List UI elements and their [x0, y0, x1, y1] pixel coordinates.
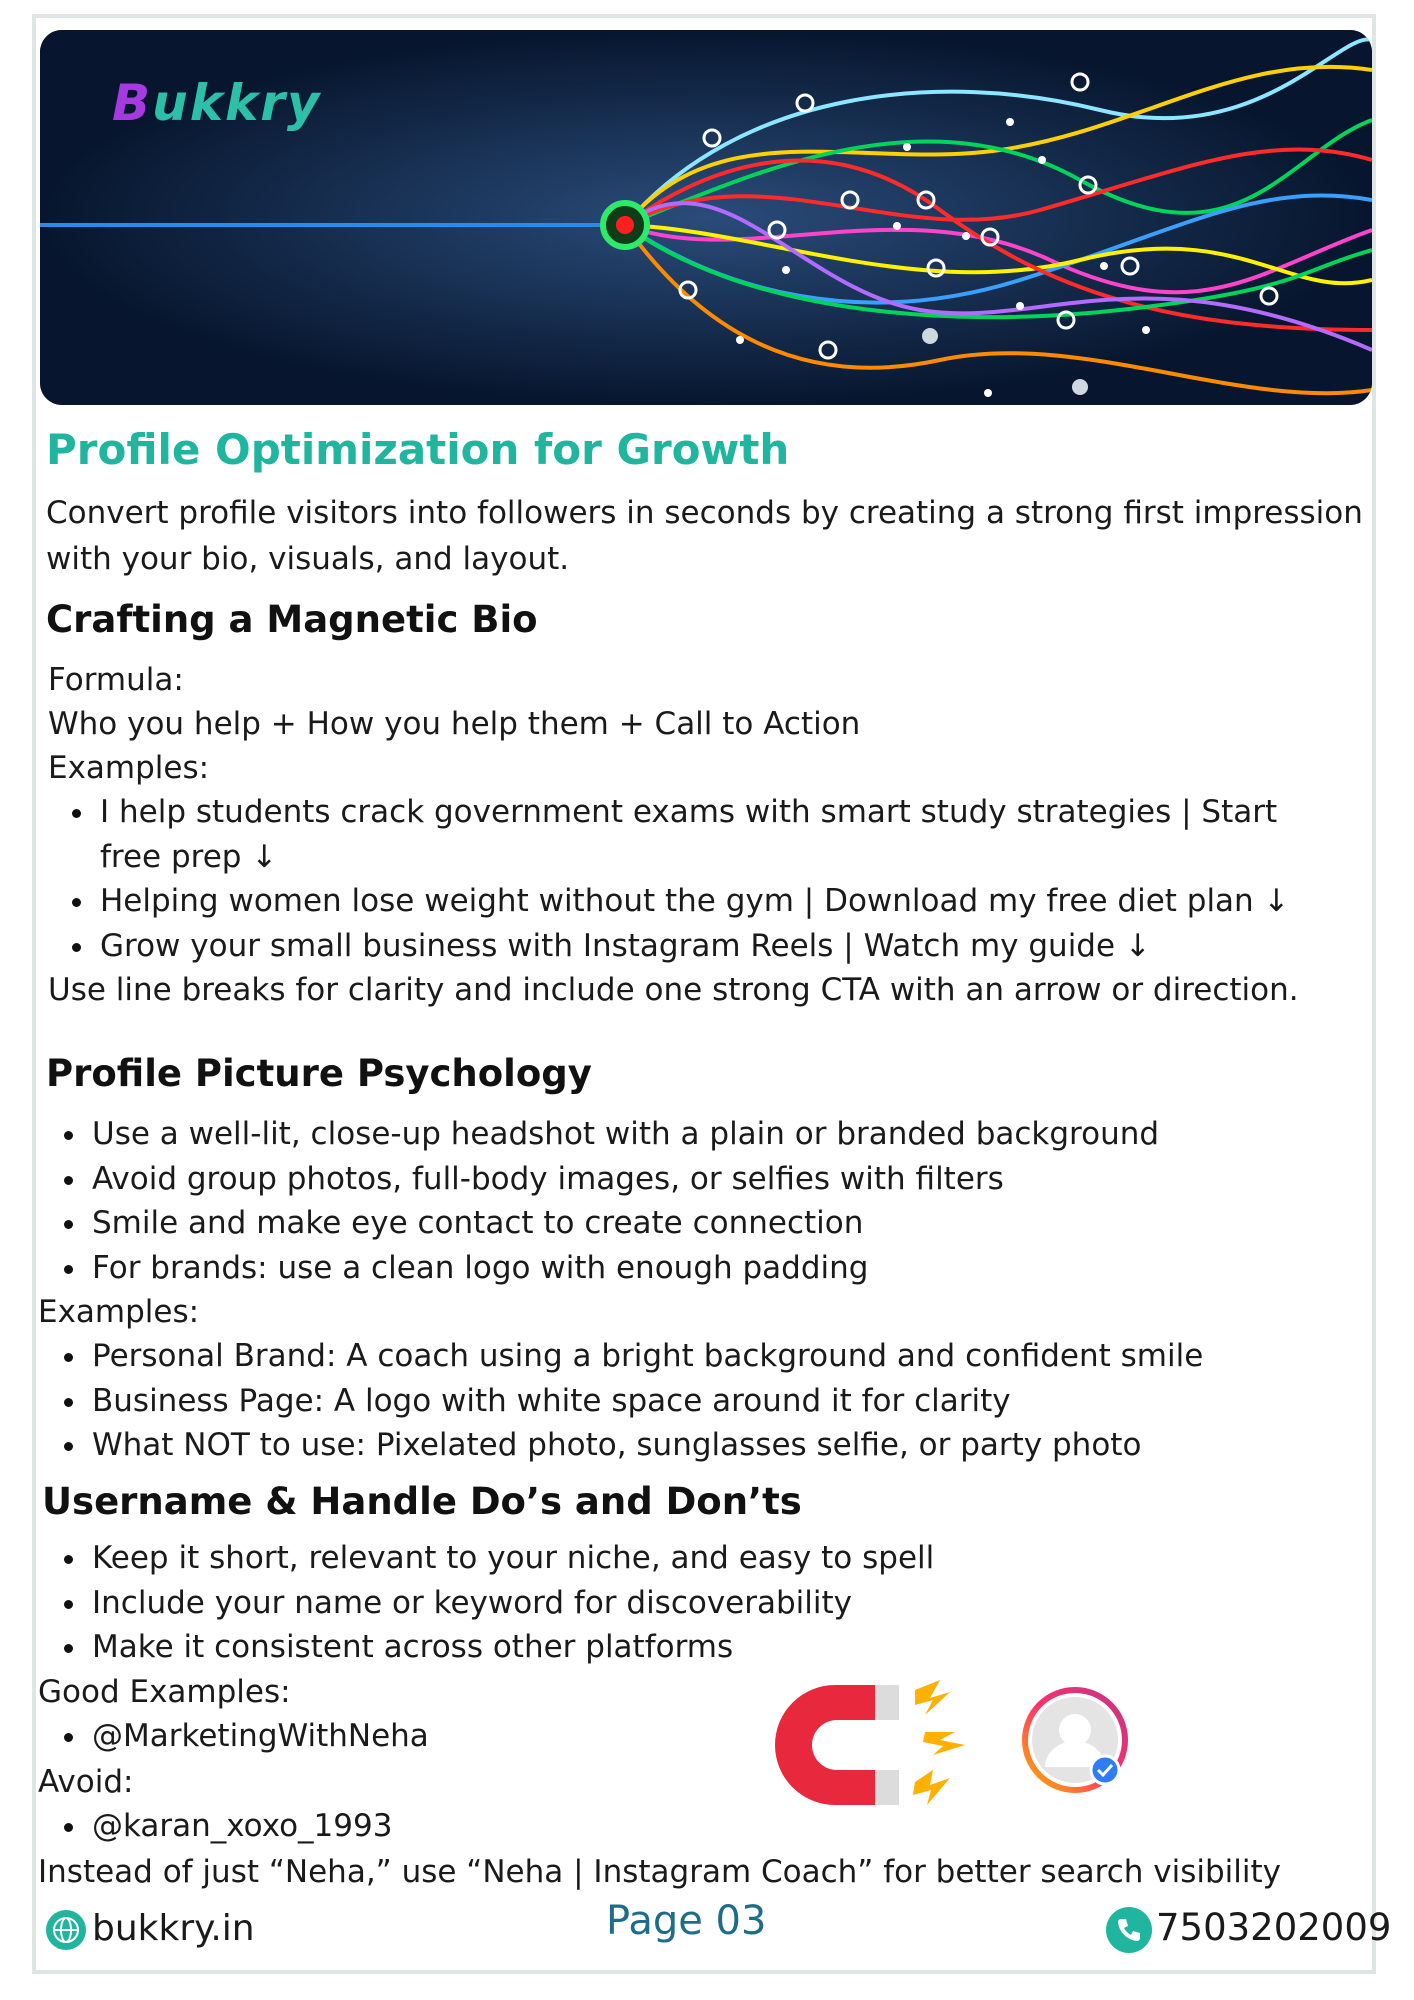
good-examples-label: Good Examples:: [38, 1674, 291, 1710]
list-item: Smile and make eye contact to create connection: [58, 1201, 1159, 1246]
globe-icon: [46, 1910, 86, 1950]
bio-heading: Crafting a Magnetic Bio: [46, 598, 538, 641]
bio-tip: Use line breaks for clarity and include one strong CTA with an arrow or direction.: [48, 972, 1299, 1008]
avoid-label: Avoid:: [38, 1764, 134, 1800]
list-item: Helping women lose weight without the gym | Download my free diet plan ↓: [66, 879, 1356, 924]
good-examples-list: [58, 1714, 429, 1759]
footer-phone[interactable]: [1106, 1906, 1391, 1953]
list-item: Avoid group photos, full-body images, or selfies with filters: [58, 1157, 1159, 1202]
list-item: I help students crack government exams with smart study strategies | Start free prep ↓: [66, 790, 1356, 879]
bio-examples-label: Examples:: [48, 750, 210, 786]
list-item: Personal Brand: A coach using a bright background and confident smile: [58, 1334, 1203, 1379]
username-heading: Username & Handle Do’s and Don’ts: [42, 1480, 802, 1523]
list-item: Use a well-lit, close-up headshot with a plain or branded background: [58, 1112, 1159, 1157]
profile-avatar-icon: [1020, 1685, 1130, 1795]
list-item: Keep it short, relevant to your niche, and easy to spell: [58, 1536, 934, 1581]
list-item: @MarketingWithNeha: [58, 1714, 429, 1759]
footer-website[interactable]: [46, 1908, 255, 1950]
list-item: Include your name or keyword for discoverability: [58, 1581, 934, 1626]
bio-examples-list: [66, 790, 1356, 968]
intro-paragraph: Convert profile visitors into followers in seconds by creating a strong first impression with your bio, visuals, and layout.: [46, 495, 1363, 577]
list-item: Grow your small business with Instagram Reels | Watch my guide ↓: [66, 924, 1356, 969]
magnet-icon: [765, 1670, 985, 1820]
website-text: bukkry.in: [92, 1908, 255, 1949]
avoid-list: [58, 1804, 392, 1849]
phone-icon: [1106, 1907, 1152, 1953]
list-item: What NOT to use: Pixelated photo, sunglasses selfie, or party photo: [58, 1423, 1203, 1468]
username-points-list: [58, 1536, 934, 1670]
username-tip: Instead of just “Neha,” use “Neha | Instagram Coach” for better search visibility: [38, 1854, 1281, 1890]
picture-examples-label: Examples:: [38, 1294, 200, 1330]
hero-banner: [40, 30, 1372, 405]
list-item: Business Page: A logo with white space around it for clarity: [58, 1379, 1203, 1424]
picture-points-list: [58, 1112, 1159, 1290]
picture-heading: Profile Picture Psychology: [46, 1052, 592, 1095]
picture-examples-list: [58, 1334, 1203, 1468]
page-title: Profile Optimization for Growth: [46, 425, 790, 474]
brand-logo: Bukkry: [112, 74, 322, 132]
formula-text: Who you help + How you help them + Call to Action: [48, 706, 861, 742]
list-item: @karan_xoxo_1993: [58, 1804, 392, 1849]
phone-number: 7503202009: [1156, 1906, 1392, 1949]
list-item: For brands: use a clean logo with enough padding: [58, 1246, 1159, 1291]
formula-label: Formula:: [48, 662, 184, 698]
page-number: Page 03: [606, 1898, 767, 1944]
list-item: Make it consistent across other platforms: [58, 1625, 934, 1670]
